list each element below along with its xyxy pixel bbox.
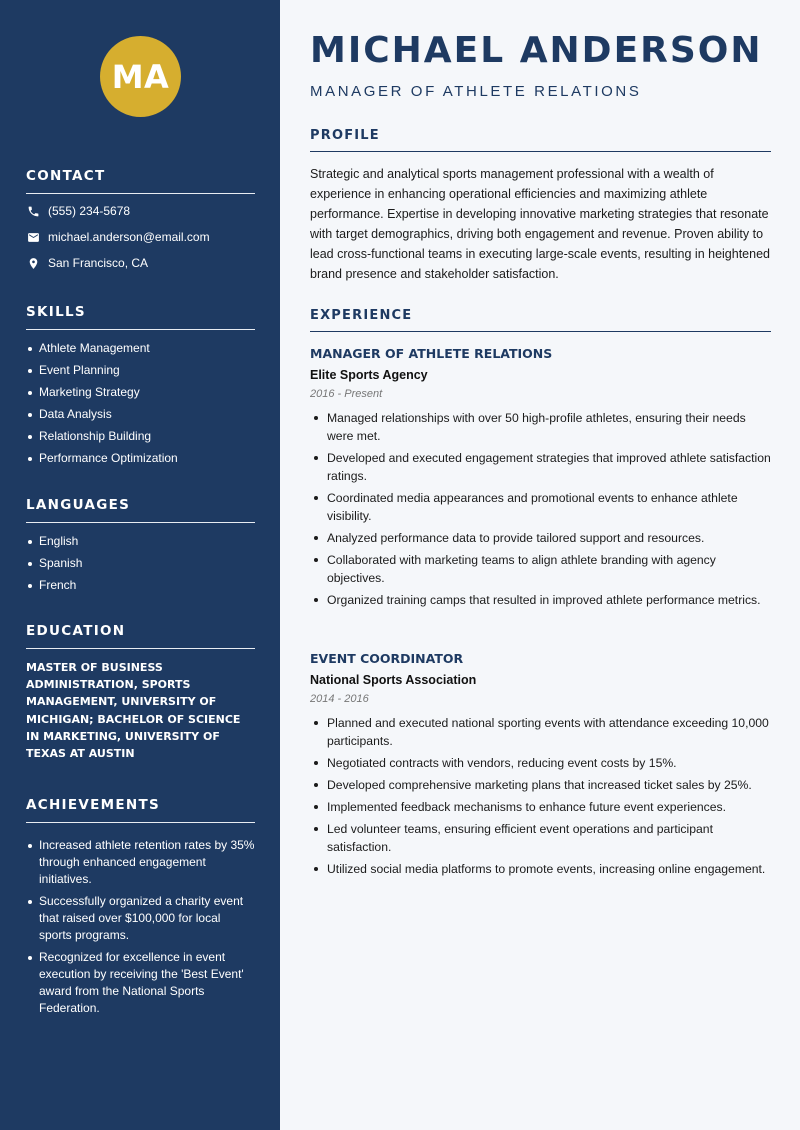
achievements-section [26, 797, 255, 1022]
candidate-title: MANAGER OF ATHLETE RELATIONS [310, 83, 642, 100]
skill-item: Relationship Building [26, 428, 255, 445]
job-title: EVENT COORDINATOR [310, 651, 464, 666]
profile-text: Strategic and analytical sports management professional with a wealth of experience in enhancing operational efficiencies and maximizing athlete performance. Expertise in developing innovative marketing strategies that resonate with target demographics, driving both engagement and revenue. Proven ability to lead cross-functional teams in executing large-scale events, resulting in heightened brand presence and stakeholder satisfaction. [310, 167, 770, 281]
contact-email [26, 228, 255, 246]
skills-list [26, 340, 255, 467]
skill-item: Athlete Management [26, 340, 255, 357]
candidate-name: MICHAEL ANDERSON [310, 30, 763, 71]
job-bullet: Developed comprehensive marketing plans that increased ticket sales by 25%. [310, 776, 771, 794]
job-bullet: Coordinated media appearances and promotional events to enhance athlete visibility. [310, 489, 771, 525]
profile-heading: PROFILE [310, 128, 771, 152]
contact-phone [26, 202, 255, 220]
language-item: Spanish [26, 555, 255, 572]
experience-heading: EXPERIENCE [310, 308, 771, 332]
location-pin-icon [26, 256, 40, 270]
avatar-initials: MA [100, 36, 181, 117]
achievements-heading: ACHIEVEMENTS [26, 797, 255, 823]
contact-location [26, 254, 255, 272]
job-bullet: Utilized social media platforms to promote events, increasing online engagement. [310, 860, 771, 878]
job-bullet: Negotiated contracts with vendors, reducing event costs by 15%. [310, 754, 771, 772]
language-item: English [26, 533, 255, 550]
job-bullet: Led volunteer teams, ensuring efficient event operations and participant satisfaction. [310, 820, 771, 856]
languages-section [26, 497, 255, 599]
job-bullets [310, 409, 771, 609]
job-bullets [310, 714, 771, 878]
achievement-item: Recognized for excellence in event execution by receiving the 'Best Event' award from the National Sports Federation. [26, 949, 255, 1017]
job-bullet: Managed relationships with over 50 high-profile athletes, ensuring their needs were met. [310, 409, 771, 445]
achievement-item: Successfully organized a charity event that raised over $100,000 for local sports programs. [26, 893, 255, 944]
achievements-list [26, 837, 255, 1017]
job-bullet: Developed and executed engagement strategies that improved athlete satisfaction ratings. [310, 449, 771, 485]
phone-icon [26, 204, 40, 218]
education-heading: EDUCATION [26, 623, 255, 649]
email-text[interactable]: michael.anderson@email.com [48, 230, 210, 244]
location-text: San Francisco, CA [48, 256, 149, 270]
skills-section [26, 304, 255, 472]
job-bullet: Analyzed performance data to provide tailored support and resources. [310, 529, 771, 547]
job-entry [310, 346, 771, 613]
sidebar [0, 0, 280, 1130]
job-bullet: Collaborated with marketing teams to align athlete branding with agency objectives. [310, 551, 771, 587]
phone-text[interactable]: (555) 234-5678 [48, 204, 131, 218]
skills-heading: SKILLS [26, 304, 255, 330]
job-bullet: Organized training camps that resulted in improved athlete performance metrics. [310, 591, 771, 609]
skill-item: Marketing Strategy [26, 384, 255, 401]
job-entry [310, 651, 771, 882]
email-icon [26, 230, 40, 244]
job-title: MANAGER OF ATHLETE RELATIONS [310, 346, 553, 361]
contact-section [26, 168, 255, 272]
job-bullet: Implemented feedback mechanisms to enhance future event experiences. [310, 798, 771, 816]
job-company: National Sports Association [310, 673, 477, 687]
achievement-item: Increased athlete retention rates by 35% through enhanced engagement initiatives. [26, 837, 255, 888]
job-dates: 2016 - Present [310, 388, 383, 400]
languages-heading: LANGUAGES [26, 497, 255, 523]
skill-item: Performance Optimization [26, 450, 255, 467]
contact-heading: CONTACT [26, 168, 255, 194]
languages-list [26, 533, 255, 594]
job-company: Elite Sports Agency [310, 368, 428, 382]
education-section [26, 623, 255, 762]
job-bullet: Planned and executed national sporting events with attendance exceeding 10,000 participants. [310, 714, 771, 750]
job-dates: 2014 - 2016 [310, 693, 369, 705]
education-text: MASTER OF BUSINESS ADMINISTRATION, SPORTS MANAGEMENT, UNIVERSITY OF MICHIGAN; BACHELOR OF SCIENCE IN MARKETING, UNIVERSITY OF TEXAS AT AUSTIN [26, 661, 241, 761]
skill-item: Event Planning [26, 362, 255, 379]
language-item: French [26, 577, 255, 594]
skill-item: Data Analysis [26, 406, 255, 423]
